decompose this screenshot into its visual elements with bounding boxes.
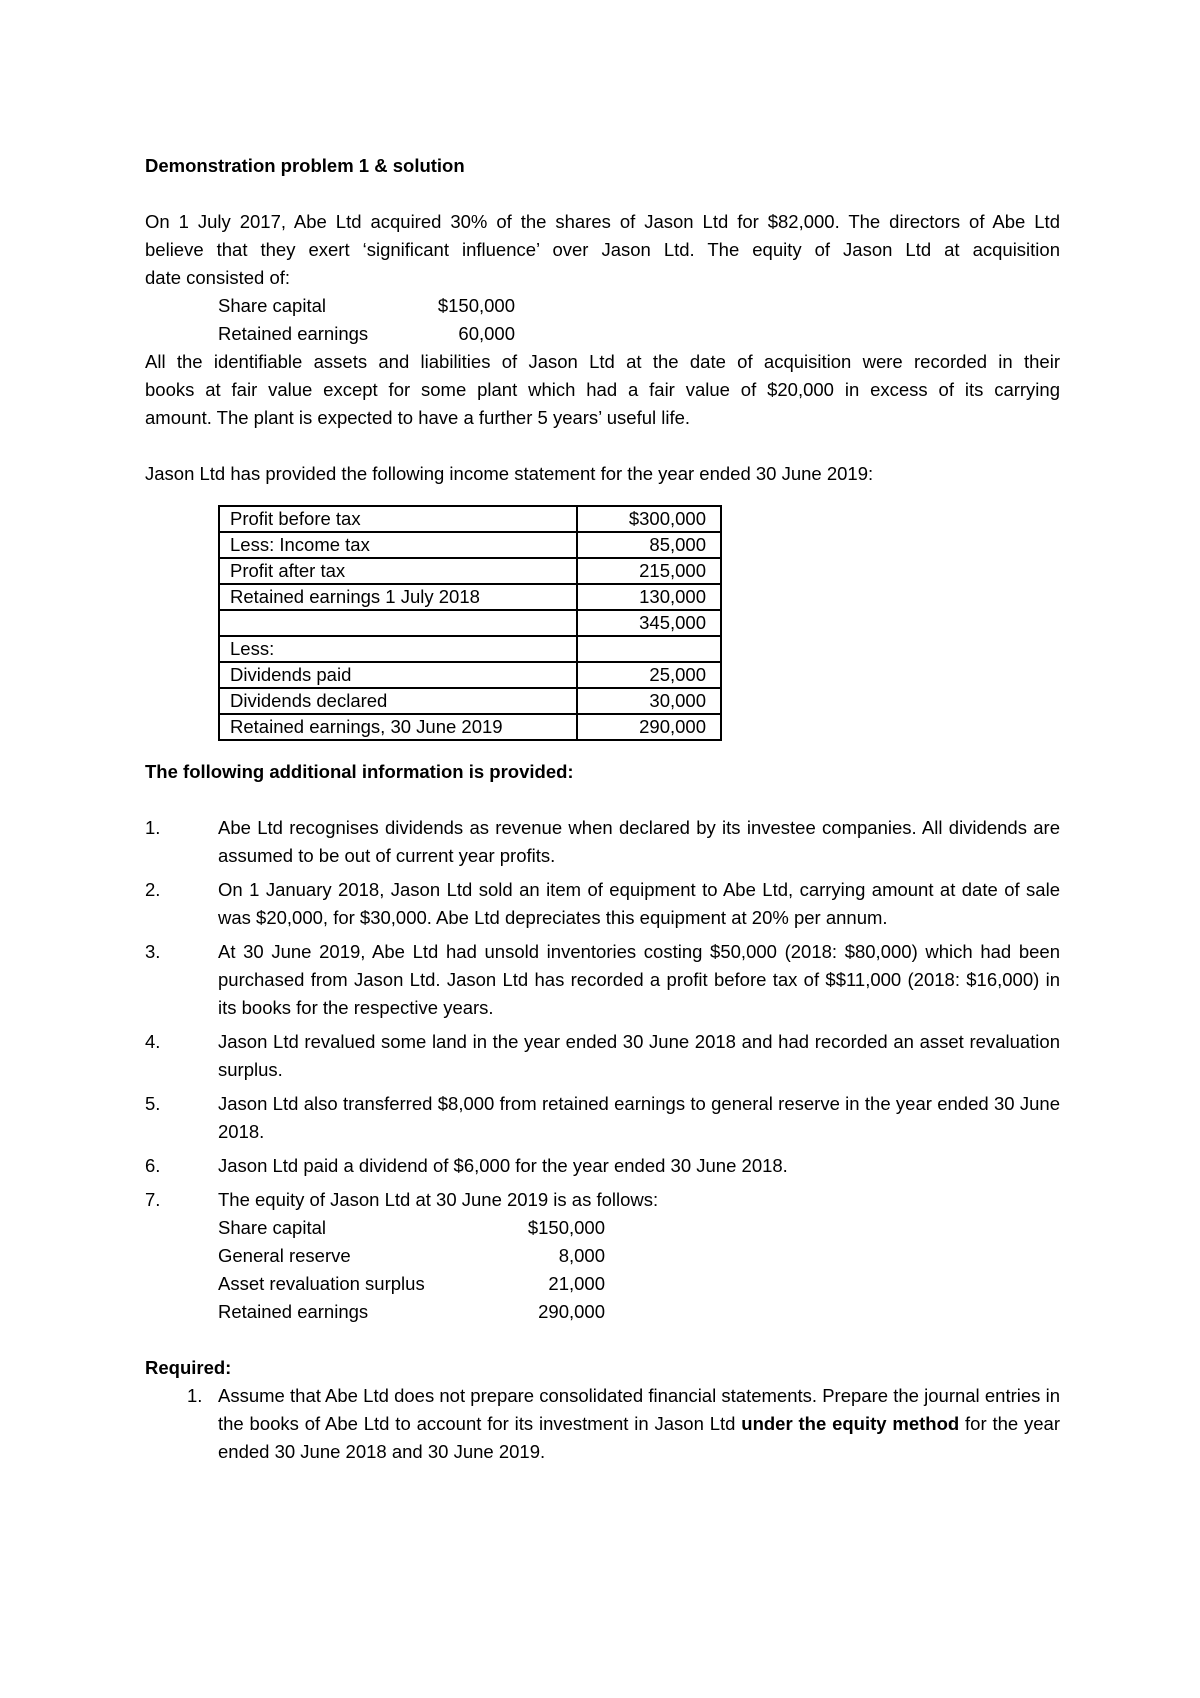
list-item-text: The equity of Jason Ltd at 30 June 2019 is as follows: xyxy=(218,1189,659,1210)
list-item-number: 1. xyxy=(145,817,161,838)
intro-paragraph xyxy=(145,208,1060,292)
equity-label: General reserve xyxy=(218,1245,351,1266)
table-row xyxy=(219,584,721,610)
row-amount: 130,000 xyxy=(577,584,721,610)
list-item-text: Abe Ltd recognises dividends as revenue when declared by its investee companies. All dividends are assumed to be out of current year profits. xyxy=(218,817,1060,866)
list-item-number: 3. xyxy=(145,941,161,962)
equity-row xyxy=(145,1270,1060,1298)
intro-line: On 1 July 2017, Abe Ltd acquired 30% of the shares of Jason Ltd for $82,000. The directors of Abe Ltd xyxy=(145,211,1060,232)
list-item xyxy=(145,1028,1060,1084)
row-label: Profit after tax xyxy=(219,558,577,584)
row-amount: 345,000 xyxy=(577,610,721,636)
list-item-number: 4. xyxy=(145,1031,161,1052)
list-item-number: 5. xyxy=(145,1093,161,1114)
equity-value: 8,000 xyxy=(558,1245,605,1266)
list-item xyxy=(145,876,1060,932)
table-row xyxy=(219,662,721,688)
equity-row xyxy=(145,320,1060,348)
list-item-text: At 30 June 2019, Abe Ltd had unsold inventories costing $50,000 (2018: $80,000) which had been purchased from Jason Ltd. Jason Ltd has recorded a profit before tax of $$11,000 (2018: $16,000) in its books for the respective years. xyxy=(218,941,1060,1018)
required-list xyxy=(145,1382,1060,1466)
required-heading: Required: xyxy=(145,1357,232,1378)
fair-value-paragraph xyxy=(145,348,1060,432)
row-amount xyxy=(577,636,721,662)
fair-value-line: All the identifiable assets and liabilities of Jason Ltd at the date of acquisition were recorded in their xyxy=(145,351,1060,372)
additional-info-list xyxy=(145,814,1060,1214)
list-item-text: Jason Ltd revalued some land in the year ended 30 June 2018 and had recorded an asset revaluation surplus. xyxy=(218,1031,1060,1080)
equity-row xyxy=(145,1214,1060,1242)
row-label: Less: xyxy=(219,636,577,662)
required-text xyxy=(218,1385,1060,1462)
row-label: Retained earnings 1 July 2018 xyxy=(219,584,577,610)
acquisition-equity-list xyxy=(145,292,1060,348)
row-label: Dividends declared xyxy=(219,688,577,714)
document-title: Demonstration problem 1 & solution xyxy=(145,155,465,176)
row-amount: 25,000 xyxy=(577,662,721,688)
row-amount: 85,000 xyxy=(577,532,721,558)
row-amount: 290,000 xyxy=(577,714,721,740)
table-row xyxy=(219,636,721,662)
equity-label: Retained earnings xyxy=(218,1301,369,1322)
row-label: Profit before tax xyxy=(219,506,577,532)
row-label: Retained earnings, 30 June 2019 xyxy=(219,714,577,740)
equity-row xyxy=(145,292,1060,320)
income-statement-table xyxy=(218,505,722,741)
list-item-number: 7. xyxy=(145,1189,161,1210)
list-item xyxy=(145,1090,1060,1146)
equity-value: $150,000 xyxy=(527,1217,605,1238)
list-item-text: On 1 January 2018, Jason Ltd sold an item of equipment to Abe Ltd, carrying amount at date of sale was $20,000, for $30,000. Abe Ltd depreciates this equipment at 20% per annum. xyxy=(218,879,1060,928)
equity-2019-list xyxy=(145,1214,1060,1326)
fair-value-line: books at fair value except for some plant which had a fair value of $20,000 in excess of its carrying xyxy=(145,379,1060,400)
equity-value: 290,000 xyxy=(538,1301,605,1322)
equity-value: 60,000 xyxy=(458,323,515,344)
row-amount: $300,000 xyxy=(577,506,721,532)
table-row xyxy=(219,506,721,532)
equity-label: Share capital xyxy=(218,1217,326,1238)
list-item-text: Jason Ltd paid a dividend of $6,000 for the year ended 30 June 2018. xyxy=(218,1155,788,1176)
fair-value-line: amount. The plant is expected to have a further 5 years’ useful life. xyxy=(145,407,691,428)
list-item-number: 1. xyxy=(187,1385,203,1406)
equity-value: 21,000 xyxy=(548,1273,605,1294)
required-text-part: Assume that Abe Ltd does not prepare consolidated financial statements. Prepare the journal entries in the books of Abe Ltd to account for its investment in Jason Ltd xyxy=(218,1385,1060,1434)
row-label: Dividends paid xyxy=(219,662,577,688)
row-amount: 215,000 xyxy=(577,558,721,584)
row-label: Less: Income tax xyxy=(219,532,577,558)
table-row xyxy=(219,610,721,636)
required-text-emphasis: under the equity method xyxy=(741,1413,960,1434)
table-row xyxy=(219,558,721,584)
list-item xyxy=(145,814,1060,870)
table-row xyxy=(219,532,721,558)
list-item xyxy=(145,1186,1060,1214)
row-label xyxy=(219,610,577,636)
equity-row xyxy=(145,1242,1060,1270)
equity-value: $150,000 xyxy=(437,295,515,316)
equity-row xyxy=(145,1298,1060,1326)
equity-label: Retained earnings xyxy=(218,323,369,344)
list-item xyxy=(145,938,1060,1022)
required-text-part: for the year ended 30 June 2018 and 30 June 2019. xyxy=(218,1413,1061,1462)
additional-info-heading: The following additional information is provided: xyxy=(145,761,574,782)
row-amount: 30,000 xyxy=(577,688,721,714)
table-row xyxy=(219,688,721,714)
intro-line: believe that they exert ‘significant influence’ over Jason Ltd. The equity of Jason Ltd at acquisition xyxy=(145,239,1060,260)
list-item xyxy=(145,1152,1060,1180)
list-item-number: 2. xyxy=(145,879,161,900)
equity-label: Asset revaluation surplus xyxy=(218,1273,425,1294)
document-page xyxy=(145,152,1060,1466)
intro-line: date consisted of: xyxy=(145,267,291,288)
list-item-number: 6. xyxy=(145,1155,161,1176)
equity-label: Share capital xyxy=(218,295,326,316)
list-item-text: Jason Ltd also transferred $8,000 from retained earnings to general reserve in the year ended 30 June 2018. xyxy=(218,1093,1060,1142)
income-intro: Jason Ltd has provided the following income statement for the year ended 30 June 2019: xyxy=(145,463,874,484)
table-row xyxy=(219,714,721,740)
list-item xyxy=(145,1382,1060,1466)
